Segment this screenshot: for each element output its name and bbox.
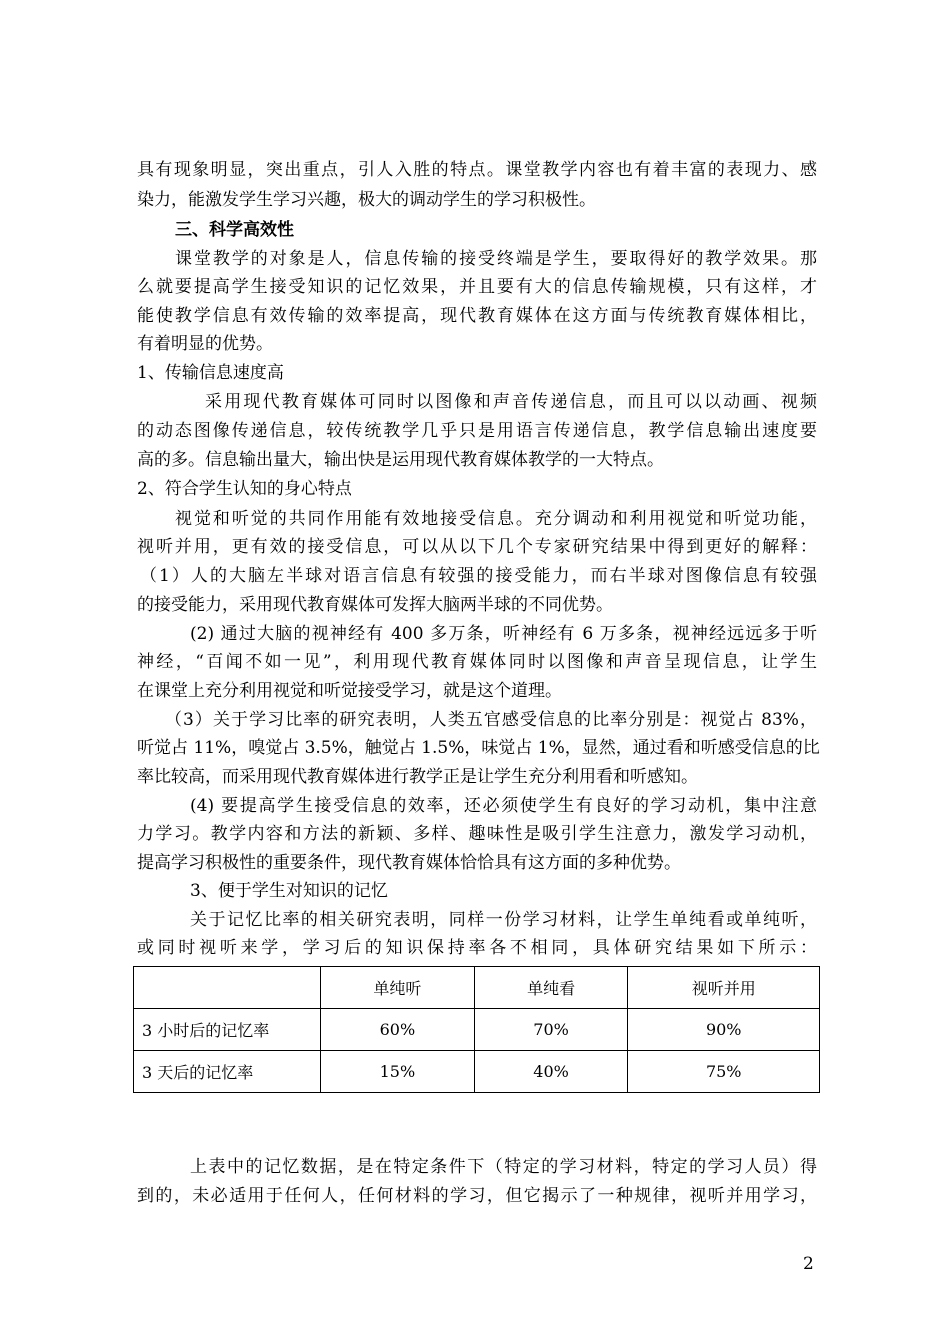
paragraph-line: 视觉和听觉的共同作用能有效地接受信息。充分调动和利用视觉和听觉功能， bbox=[175, 509, 817, 529]
paragraph-line: 视听并用，更有效的接受信息，可以从以下几个专家研究结果中得到更好的解释： bbox=[137, 537, 817, 557]
paragraph-line: 或同时视听来学，学习后的知识保持率各不相同，具体研究结果如下所示： bbox=[137, 938, 817, 958]
paragraph-line: 课堂教学的对象是人，信息传输的接受终端是学生，要取得好的教学效果。那 bbox=[175, 249, 817, 269]
table-cell: 70% bbox=[474, 1009, 628, 1051]
table-cell: 3 天后的记忆率 bbox=[134, 1051, 321, 1093]
paragraph-line: (4) 要提高学生接受信息的效率，还必须使学生有良好的学习动机，集中注意 bbox=[190, 796, 817, 816]
paragraph-line: （3）关于学习比率的研究表明，人类五官感受信息的比率分别是：视觉占 83%， bbox=[165, 710, 817, 730]
subsection-heading: 1、传输信息速度高 bbox=[137, 363, 284, 383]
paragraph-line: 的动态图像传递信息，较传统教学几乎只是用语言传递信息，教学信息输出速度要 bbox=[137, 421, 817, 441]
table-header-cell bbox=[134, 967, 321, 1009]
paragraph-line: 率比较高，而采用现代教育媒体进行教学正是让学生充分利用看和听感知。 bbox=[137, 767, 698, 787]
page-number: 2 bbox=[803, 1254, 814, 1274]
paragraph-line: 上表中的记忆数据，是在特定条件下（特定的学习材料，特定的学习人员）得 bbox=[190, 1157, 817, 1177]
table-header-cell: 单纯看 bbox=[474, 967, 628, 1009]
table-row bbox=[134, 1051, 820, 1093]
paragraph-line: 关于记忆比率的相关研究表明，同样一份学习材料，让学生单纯看或单纯听， bbox=[190, 910, 817, 930]
paragraph-line: 到的，未必适用于任何人，任何材料的学习，但它揭示了一种规律，视听并用学习， bbox=[137, 1186, 817, 1206]
table-header-cell: 单纯听 bbox=[321, 967, 475, 1009]
paragraph-line: 高的多。信息输出量大，输出快是运用现代教育媒体教学的一大特点。 bbox=[137, 450, 664, 470]
table-cell: 60% bbox=[321, 1009, 475, 1051]
paragraph-line: 有着明显的优势。 bbox=[137, 334, 273, 354]
paragraph-line: 在课堂上充分利用视觉和听觉接受学习，就是这个道理。 bbox=[137, 681, 562, 701]
table-header-cell: 视听并用 bbox=[628, 967, 820, 1009]
subsection-heading: 2、符合学生认知的身心特点 bbox=[137, 479, 352, 499]
paragraph-line: 听觉占 11%，嗅觉占 3.5%，触觉占 1.5%，味觉占 1%，显然，通过看和听感受信息的比 bbox=[137, 738, 820, 758]
table-cell: 75% bbox=[628, 1051, 820, 1093]
table-row bbox=[134, 1009, 820, 1051]
table-cell: 3 小时后的记忆率 bbox=[134, 1009, 321, 1051]
paragraph-line: 具有现象明显，突出重点，引人入胜的特点。课堂教学内容也有着丰富的表现力、感 bbox=[137, 160, 817, 180]
paragraph-line: 能使教学信息有效传输的效率提高，现代教育媒体在这方面与传统教育媒体相比， bbox=[137, 306, 817, 326]
paragraph-line: (2) 通过大脑的视神经有 400 多万条，听神经有 6 万多条，视神经远远多于听 bbox=[190, 624, 817, 644]
paragraph-line: 采用现代教育媒体可同时以图像和声音传递信息，而且可以以动画、视频 bbox=[205, 392, 817, 412]
paragraph-line: （1）人的大脑左半球对语言信息有较强的接受能力，而右半球对图像信息有较强 bbox=[140, 566, 817, 586]
section-heading: 三、科学高效性 bbox=[175, 220, 294, 240]
table-cell: 90% bbox=[628, 1009, 820, 1051]
paragraph-line: 力学习。教学内容和方法的新颖、多样、趣味性是吸引学生注意力，激发学习动机， bbox=[137, 824, 817, 844]
table-cell: 40% bbox=[474, 1051, 628, 1093]
subsection-heading: 3、便于学生对知识的记忆 bbox=[190, 881, 388, 901]
paragraph-line: 染力，能激发学生学习兴趣，极大的调动学生的学习积极性。 bbox=[137, 190, 596, 210]
paragraph-line: 神经，“百闻不如一见”，利用现代教育媒体同时以图像和声音呈现信息，让学生 bbox=[137, 652, 817, 672]
memory-rate-table bbox=[133, 966, 820, 1093]
paragraph-line: 么就要提高学生接受知识的记忆效果，并且要有大的信息传输规模，只有这样，才 bbox=[137, 277, 817, 297]
paragraph-line: 的接受能力，采用现代教育媒体可发挥大脑两半球的不同优势。 bbox=[137, 595, 613, 615]
paragraph-line: 提高学习积极性的重要条件，现代教育媒体恰恰具有这方面的多种优势。 bbox=[137, 853, 681, 873]
table-cell: 15% bbox=[321, 1051, 475, 1093]
table-header-row bbox=[134, 967, 820, 1009]
